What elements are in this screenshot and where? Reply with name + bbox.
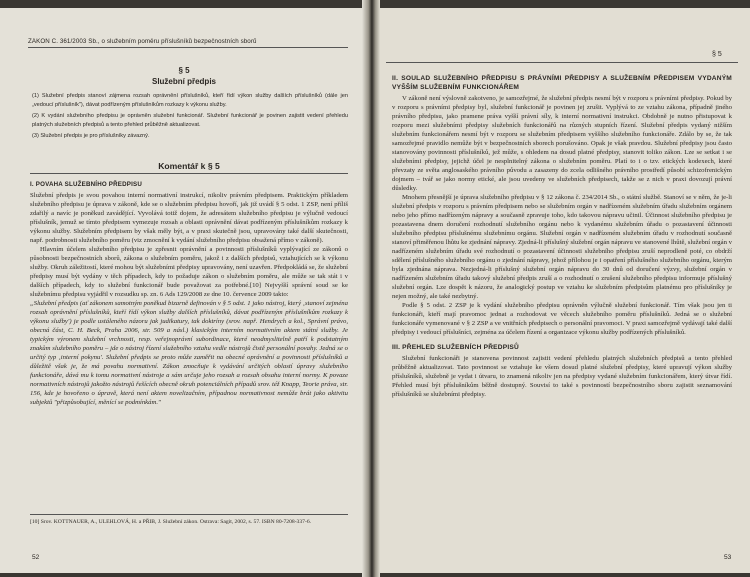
paragraph: Mnohem přesnější je úprava služebního předpisu v § 12 zákona č. 234/2014 Sb., o státní službě. Stanoví se v něm, že je-li služební předpis v rozporu s právním předpisem nebo se služebním orgán v nadřízeném služebním úřadu služebním orgánem nebo jeho přímo nadřízeným nápravy a současně zpravuje toho, kdo takovou nápravu učinil. Účinnost služebního předpisu je pozastavena dnem doručení rozhodnutí služebního orgánu nebo k vydanému služebním úřadu o pozastavení účinnosti služebního předpisu příslušnému služebnímu orgánu. Služební orgán v nadřízeném služebním úřadu v rozhodnutí současně stanoví přiměřenou lhůtu ke zjednání nápravy. Zjedná-li příslušný služební orgán nápravu ve stanovené lhůtě, služební orgán v nadřízeném služebním úřadu své rozhodnutí o pozastavení účinnosti služebního předpisu zruší neprodleně poté, co obdrží sdělení příslušného služebního orgánu o zjednání nápravy, jehož přílohou je i opatření příslušného služebního orgánu, kterým byla zjednána náprava. Nezjedná-li příslušný služební orgán nápravu do 30 dnů od doručení výzvy, služební orgán v nadřízeném služebním úřadu takový služební předpis zruší a o rozhodnutí o zrušení služebního předpisu informuje příslušný služební orgán. Lze dospět k názoru, že analogický postup ve vztahu ke služebním předpisům platnému pro příslušníky je nejen možný, ale také nezbytný. (392, 194, 732, 300)
commentary-heading: Komentář k § 5 (30, 161, 348, 174)
paragraph: V zákoně není výslovně zakotveno, je samozřejmé, že služební předpis nesmí být v rozporu s právními předpisy. Pokud by v rozporu s právními předpisy byl, služební funkcionář je povinen jej zrušit. Vyplývá to ze vztahu zákona, případně jiného právního předpisu, jako pramene práva vyšší právní síly, k interní normativní instrukci. Obdobně je nutno přistupovat k rozporu mezi služebními předpisy služebních funkcionářů na různých stupních řízení. Služební předpis vydaný nižším služebním funkcionářem nesmí být v rozporu se služebním předpisem vyššího služebního funkcionáře. Zdálo by se, že tak samozřejmé pravidlo nemůže být v bezpečnostních sborech porušováno. Opak je však pravdou. Služební předpisy jsou často stanovovány povinnosti příslušníků, jež může, s ohledem na dosud platné předpisy, stanovit toliko zákon. Lze se setkat i se služebními předpisy, jejichž účel je nesplnitelný zákona o služebním poměru. Platí to i o tzv. etických kodexech, které převzaty ze světa anglosaského právního původu a zasazeny do zcela odlišného právního prostředí působí schizofrenickým dojmem – tvář se jako normy etické, ale jsou uvedeny ve služebních předpisech, takže se z nich v praxi dovozují právní důsledky. (392, 95, 732, 192)
section-title: Služební předpis (151, 77, 216, 86)
paragraph: Podle § 5 odst. 2 ZSP je k vydání služebního předpisu oprávněn výlučně služební funkcionář. Tím však jsou jen ti funkcionáři, kteří mají pravomoc jednat a rozhodovat ve věcech služebního poměru příslušníků. Jedná se o služební funkcionáře vymenované v § 2 ZSP a ve vnitřních předpisech o personální pravomoci. V praxi samozřejmě vydávají také další předpisy i vedoucí příslušníci, zejména za účelem řízení a organizace výkonu služby podřízených příslušníků. (392, 302, 732, 336)
left-page (0, 8, 368, 573)
book-gutter (362, 0, 380, 577)
right-body-text (392, 74, 732, 544)
footnote: [10] Srov. KOTTNAUER, A., ULEHLOVÁ, H. a PŘIB, J. Služební zákon. Ostrava: Sagit, 2002, s. 57. ISBN 80-7208-337-6. (30, 514, 348, 526)
law-paragraph-3: (3) Služební předpis je pro příslušníky závazný. (32, 133, 150, 140)
paragraph: Služební funkcionáři je stanovena povinnost zajistit vedení přehledu platných služebních předpisů a tento přehled průběžně aktualizovat. Tato povinnost se vztahuje ke všem dosud platné služební předpisy, které upravují výkon služby příslušníků, služebně je vydat i útvaru, to znamená nikoliv jen na předpisy vydané služebním funkcionářem, který útvar řídí. Přehled musí být příslušníkům běžně dostupný. Souvisí to také s povinností bezpečnostního sboru zajistit seznamování příslušníků se služebními předpisy. (392, 355, 732, 398)
section-heading: III. PŘEHLED SLUŽEBNÍCH PŘEDPISŮ (392, 344, 519, 351)
page-number: 52 (32, 554, 40, 561)
right-page (372, 8, 750, 573)
law-paragraph-2: (2) K vydání služebního předpisu je oprávněn služební funkcionář. Služební funkcionář je povinen zajistit vedení přehledu platných služebních předpisů a tento přehled průběžně aktualizovat. (32, 113, 348, 128)
law-text (32, 92, 348, 144)
left-body-text (30, 180, 348, 513)
page-number: 53 (724, 554, 732, 561)
running-head: ZÁKON Č. 361/2003 Sb., o služebním poměru příslušníků bezpečnostních sborů (28, 38, 348, 48)
law-paragraph-1: (1) Služební předpis stanoví zájmena rozsah oprávnění příslušníků, kteří řídí výkon služby dalších příslušníků (dále jen „vedoucí příslušník"), dávat podřízeným příslušníkům rozkazy k výkonu služby. (32, 93, 348, 108)
header-rule (386, 62, 738, 63)
section-heading: II. SOULAD SLUŽEBNÍHO PŘEDPISU S PRÁVNÍMI PŘEDPISY A SLUŽEBNÍM PŘEDPISEM VYDANÝM VYŠŠÍM SLUŽEBNÍM FUNKCIONÁŘEM (392, 75, 732, 91)
section-heading: I. POVAHA SLUŽEBNÍHO PŘEDPISU (30, 181, 143, 188)
paragraph: Hlavním účelem služebního předpisu je zpřesnit oprávnění a povinnosti příslušníků vyplývající ze zákonů o působnosti bezpečnostních sborů, zákona o služebním poměru, jakož i z dalších předpisů, vztahujících se k výkonu služby. Okruh záležitostí, které mohou být služebními předpisy upravovány, není uzavřen. Předpokládá se, že služební předpisy musí být vydány v těch případech, kdy to požaduje zákon o služebním poměru, ale může se tak stát i v dalších případech, kdy to služební funkcionář bude považovat za potřebné.[10] Nejvyšší správní soud se ke služebnímu předpisu vyjádřil v rozsudku sp. zn. 6 Ads 129/2008 ze dne 10. července 2009 takto: (30, 246, 348, 298)
running-section-sign: § 5 (712, 51, 722, 58)
paragraph: Služební předpis je svou povahou interní normativní instrukcí, nikoliv právním předpisem. Praktickým příkladem služebního předpisu je úprava v zákoně, kde se o služebním předpisu hovoří, jak již uvádí § 5 odst. 1 ZSP, není příliš zdařilý a navíc je poněkud zavádějící. Vyvolává totiž dojem, že adresátem služebního předpisu je výlučně vedoucí příslušník, jemuž se tímto předpisem vymezuje rozsah a oblasti oprávnění dávat podřízeným příslušníkům rozkazy k výkonu služby. Služebním předpisem by však měly být, a v praxi skutečně jsou, upravovány také další skutečnosti, např. podrobnosti služebního poměru (viz zmocnění k vydání služebního předpisu obsažená přímo v zákoně). (30, 192, 348, 244)
section-sign: § 5 (178, 66, 190, 75)
court-quote: „Služební předpis (ať zákonem samotným poněkud bizarně definován v § 5 odst. 1 jako nástroj, který ‚stanoví zejména rozsah oprávnění příslušníků, kteří řídí výkon služby dalších příslušníků, dávat podřízeným příslušníkům rozkazy k výkonu služby') je podle ustáleného názoru jak judikatury, tak doktríny (srov. např. Hendrych a kol., Správní právo, obecná část, C. H. Beck, Praha 2006, str. 509 a násl.) klasickým interním normativním aktem státní služby. Je typickým výronem služební vrchnosti, resp. veřejnoprávní subordinace, které neodmyslitelně patří k podstatným znakům služebního poměru – jde o nástroj řízení služebního vztahu vedle nástrojů čistě personální povahy. Jedná se o určitý typ ‚interní pokynu'. Služební předpis se proto může zaměřit na obecné oprávnění a povinnosti příslušníků a důležitě však je, že má povahu normativní. Zákon zmocňuje k vydávání určitých oblastí úpravy služebního funkcionáře, dává mu k tomu normativní nástroje a sám určuje jeho rozsah a rozsah obsahu interní normy. K povaze normativních nástrojů jakožto nástrojů řešících obecně okruh potenciálních případů srov. též Knapp, Teorie práva, str. 156, kde je hovořeno o úpravě, která není aktem novelizačním, případnou normativnost nemůže brát jako aktivitu subjektů "přizpůsobující, měnící se podmínkám." (30, 300, 348, 406)
